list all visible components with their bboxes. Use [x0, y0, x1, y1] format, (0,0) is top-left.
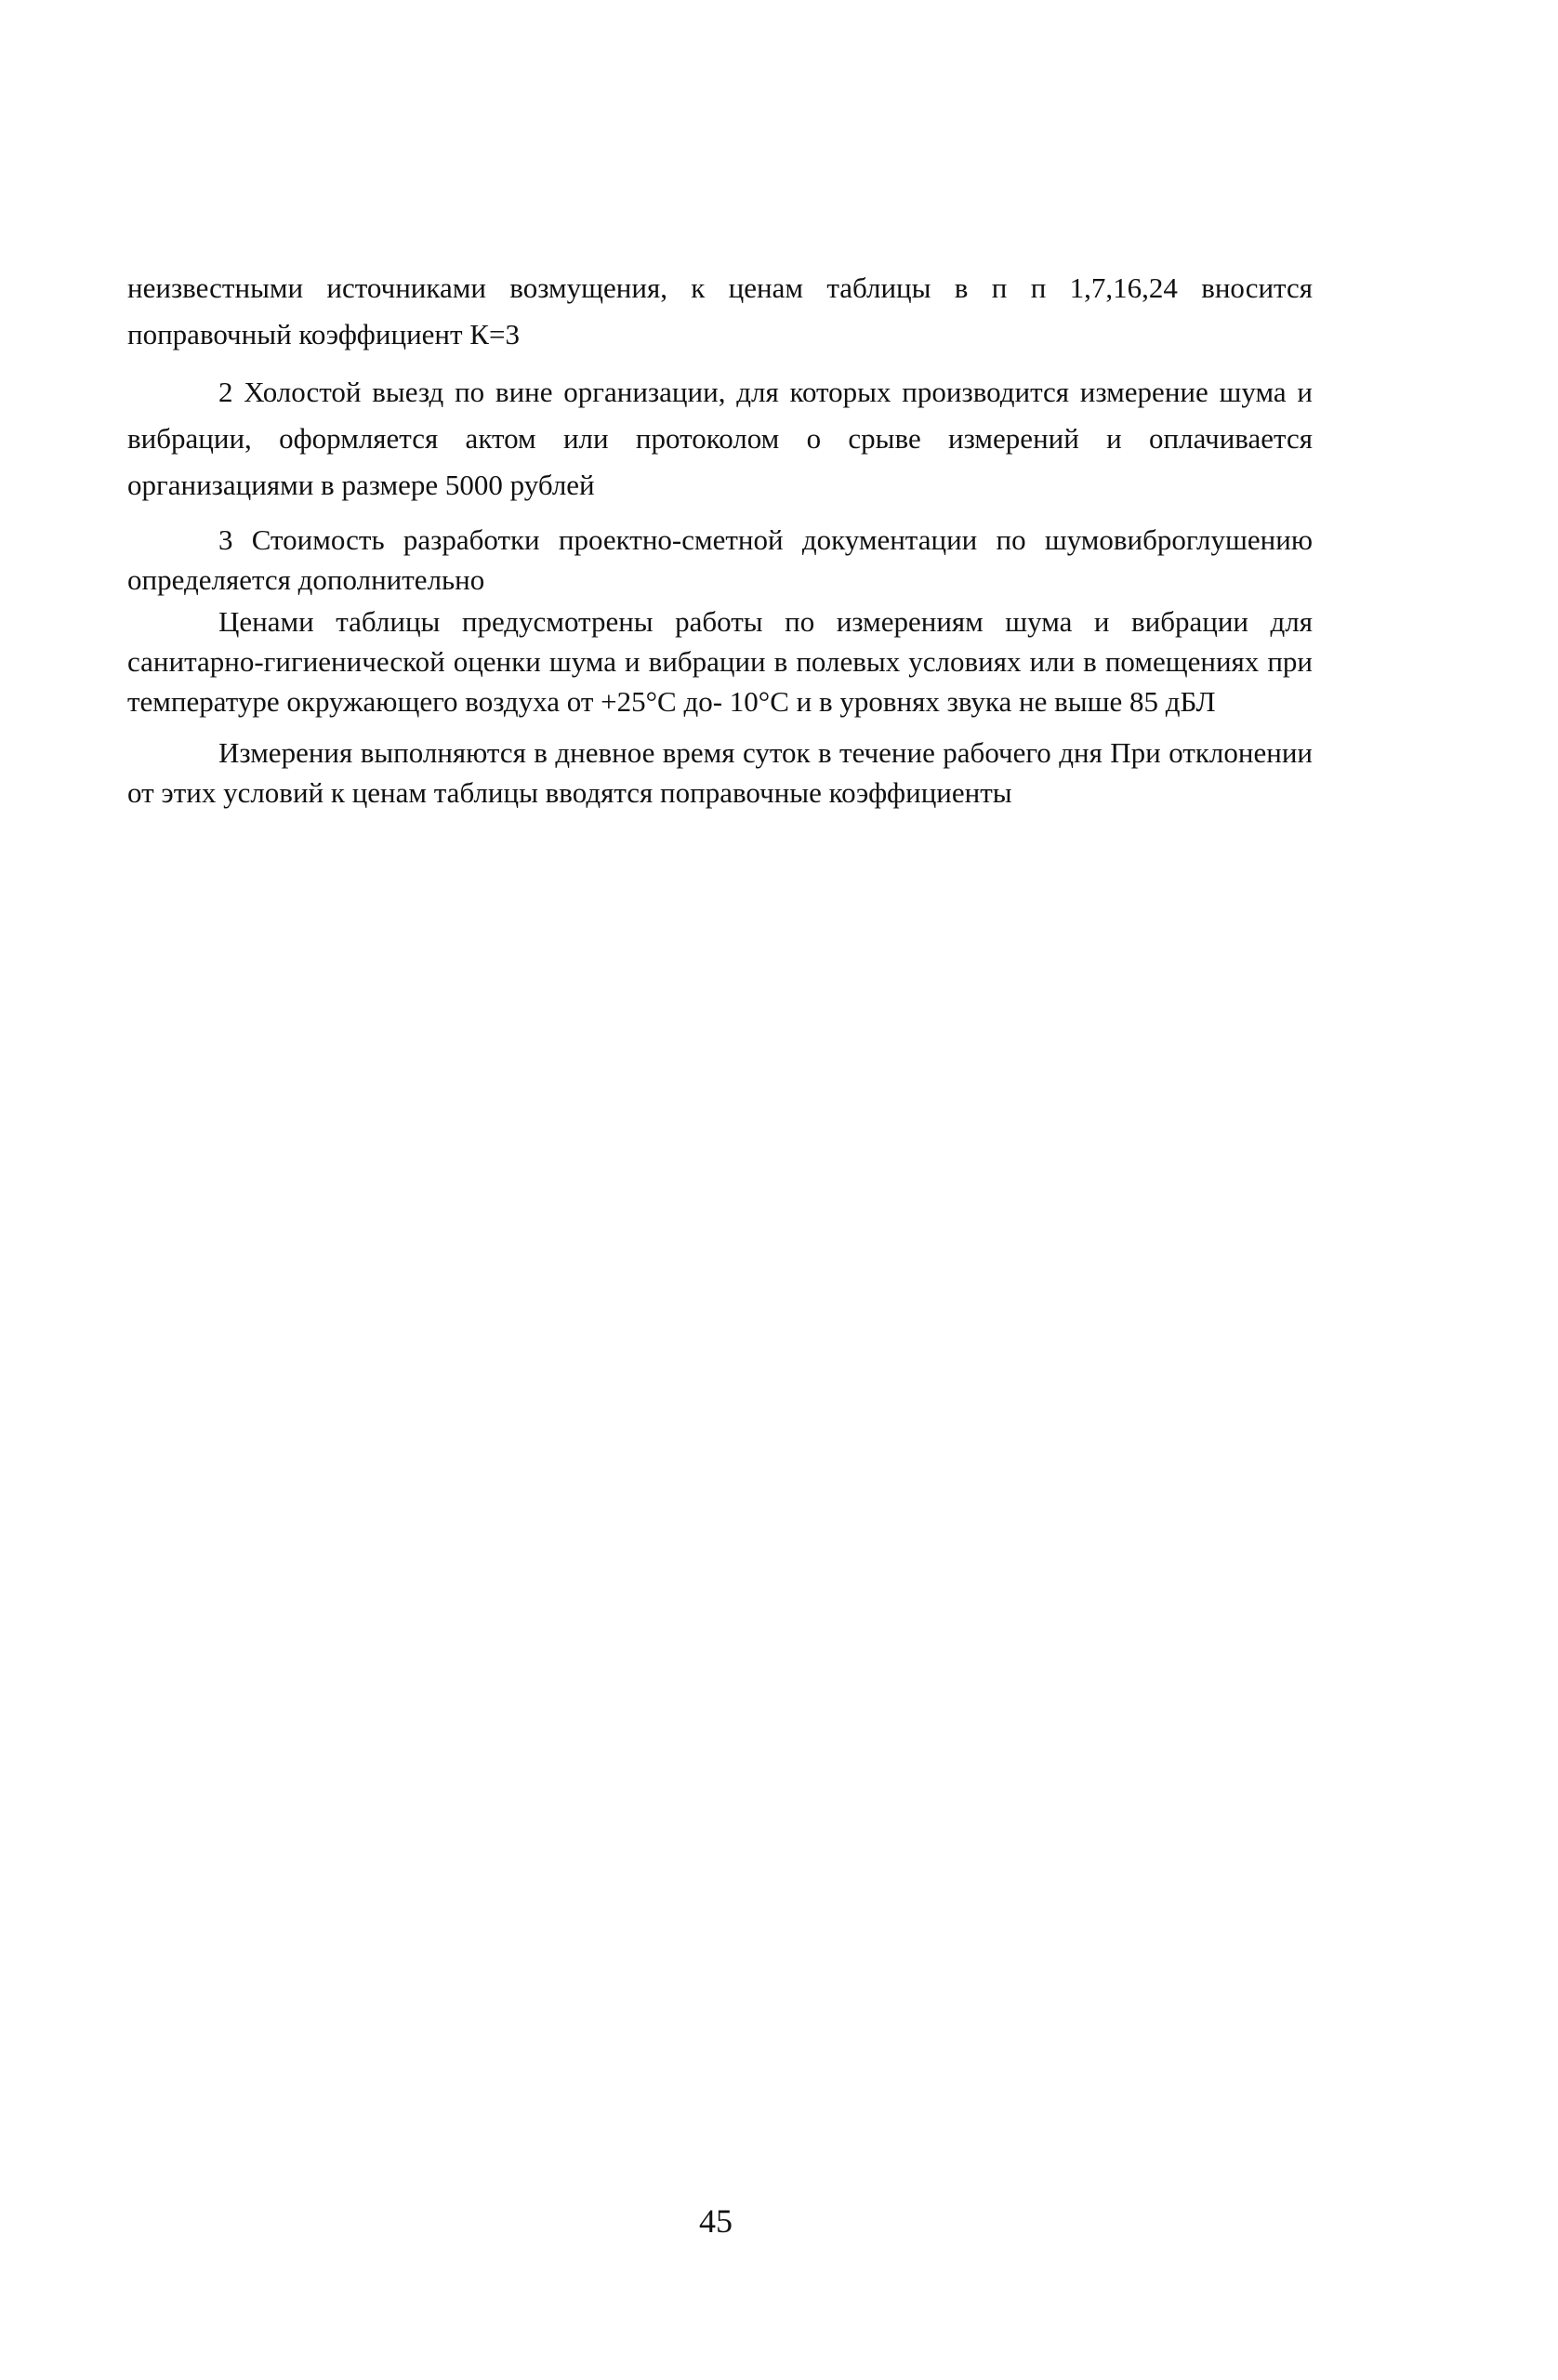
page-number: 45 — [699, 2202, 733, 2240]
paragraph-note-3: 3 Стоимость разработки проектно-сметной документации по шумовиброглушению определяется дополнительно — [127, 523, 1313, 596]
paragraph-measurement-time: Измерения выполняются в дневное время суток в течение рабочего дня При отклонении от этих условий к ценам таблицы вводятся поправочные коэффициенты — [127, 736, 1313, 809]
paragraph-note-2: 2 Холостой выезд по вине организации, для которых производится измерение шума и вибрации, оформляется актом или протоколом о срыве измерений и оплачивается организациями в размере 5000 рублей — [127, 376, 1313, 501]
paragraph-prices-scope: Ценами таблицы предусмотрены работы по измерениям шума и вибрации для санитарно-гигиенической оценки шума и вибрации в полевых условиях или в помещениях при температуре окружающего воздуха от +25°С до- 10°С и в уровнях звука не выше 85 дБЛ — [127, 605, 1313, 718]
paragraph-continuation: неизвестными источниками возмущения, к ценам таблицы в п п 1,7,16,24 вносится поправочный коэффициент К=3 — [127, 271, 1313, 350]
body-text — [127, 265, 1313, 813]
